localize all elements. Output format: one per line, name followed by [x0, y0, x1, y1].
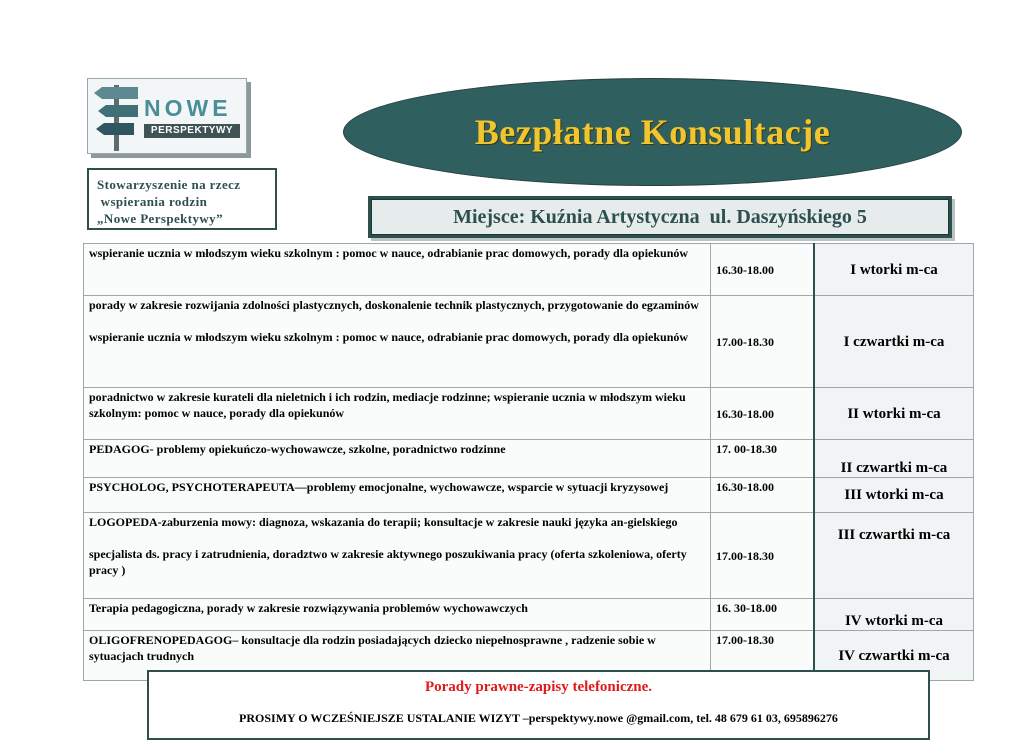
time-cell: 16.30-18.00 [711, 244, 815, 296]
table-row [84, 478, 974, 513]
time-cell: 16.30-18.00 [711, 388, 815, 440]
day-cell: IV wtorki m-ca [814, 599, 974, 631]
signpost-icon [88, 79, 148, 153]
table-row [84, 388, 974, 440]
logo [87, 78, 247, 154]
service-description: porady w zakresie rozwijania zdolności plastycznych, doskonalenie technik plastycznych, przygotowanie do egzaminów wspieranie ucznia w młodszym wieku szkolnym : pomoc w nauce, odrabianie prac domowych, porady dla opiekunów [84, 296, 711, 388]
table-row [84, 513, 974, 599]
association-line: Stowarzyszenie na rzecz [97, 177, 241, 192]
day-cell: III czwartki m-ca [814, 513, 974, 599]
table-row [84, 440, 974, 478]
time-cell: 17.00-18.30 [711, 296, 815, 388]
schedule-table [83, 243, 974, 681]
service-description: wspieranie ucznia w młodszym wieku szkolnym : pomoc w nauce, odrabianie prac domowych, porady dla opiekunów [84, 244, 711, 296]
day-cell: IV czwartki m-ca [814, 631, 974, 681]
table-row [84, 296, 974, 388]
association-line: „Nowe Perspektywy” [97, 211, 223, 226]
logo-subtitle: PERSPEKTYWY [144, 124, 240, 138]
footer-contact: PROSIMY O WCZEŚNIEJSZE USTALANIE WIZYT –perspektywy.nowe @gmail.com, tel. 48 679 61 03, 695896276 [239, 711, 838, 725]
service-description: Terapia pedagogiczna, porady w zakresie rozwiązywania problemów wychowawczych [84, 599, 711, 631]
day-cell: III wtorki m-ca [814, 478, 974, 513]
table-row [84, 599, 974, 631]
day-cell: I czwartki m-ca [814, 296, 974, 388]
association-box [87, 168, 277, 230]
place-text: Miejsce: Kuźnia Artystyczna ul. Daszyńskiego 5 [371, 199, 949, 235]
day-cell: II wtorki m-ca [814, 388, 974, 440]
day-cell: II czwartki m-ca [814, 440, 974, 478]
service-description: LOGOPEDA-zaburzenia mowy: diagnoza, wskazania do terapii; konsultacje w zakresie nauki języka an-gielskiego specjalista ds. pracy i zatrudnienia, doradztwo w zakresie aktywnego poszukiwania pracy (oferta szkoleniowa, oferty pracy ) [84, 513, 711, 599]
service-description: PEDAGOG- problemy opiekuńczo-wychowawcze, szkolne, poradnictwo rodzinne [84, 440, 711, 478]
table-row [84, 244, 974, 296]
place-box [368, 196, 952, 238]
time-cell: 16.30-18.00 [711, 478, 815, 513]
title-banner [344, 79, 961, 185]
footer-title: Porady prawne-zapisy telefoniczne. [424, 679, 653, 695]
time-cell: 17.00-18.30 [711, 513, 815, 599]
time-cell: 17.00-18.30 [711, 631, 815, 681]
page-title: Bezpłatne Konsultacje [474, 112, 831, 152]
footer-box [147, 670, 930, 740]
time-cell: 16. 30-18.00 [711, 599, 815, 631]
logo-word: NOWE [144, 95, 232, 121]
time-cell: 17. 00-18.30 [711, 440, 815, 478]
service-description: poradnictwo w zakresie kurateli dla nieletnich i ich rodzin, mediacje rodzinne; wspieranie ucznia w młodszym wieku szkolnym: pomoc w nauce, porady dla opiekunów [84, 388, 711, 440]
day-cell: I wtorki m-ca [814, 244, 974, 296]
service-description: PSYCHOLOG, PSYCHOTERAPEUTA—problemy emocjonalne, wychowawcze, wsparcie w sytuacji kryzysowej [84, 478, 711, 513]
service-description: OLIGOFRENOPEDAGOG– konsultacje dla rodzin posiadających dziecko niepełnosprawne , radzenie sobie w sytuacjach trudnych [84, 631, 711, 681]
association-line: wspierania rodzin [97, 194, 208, 209]
